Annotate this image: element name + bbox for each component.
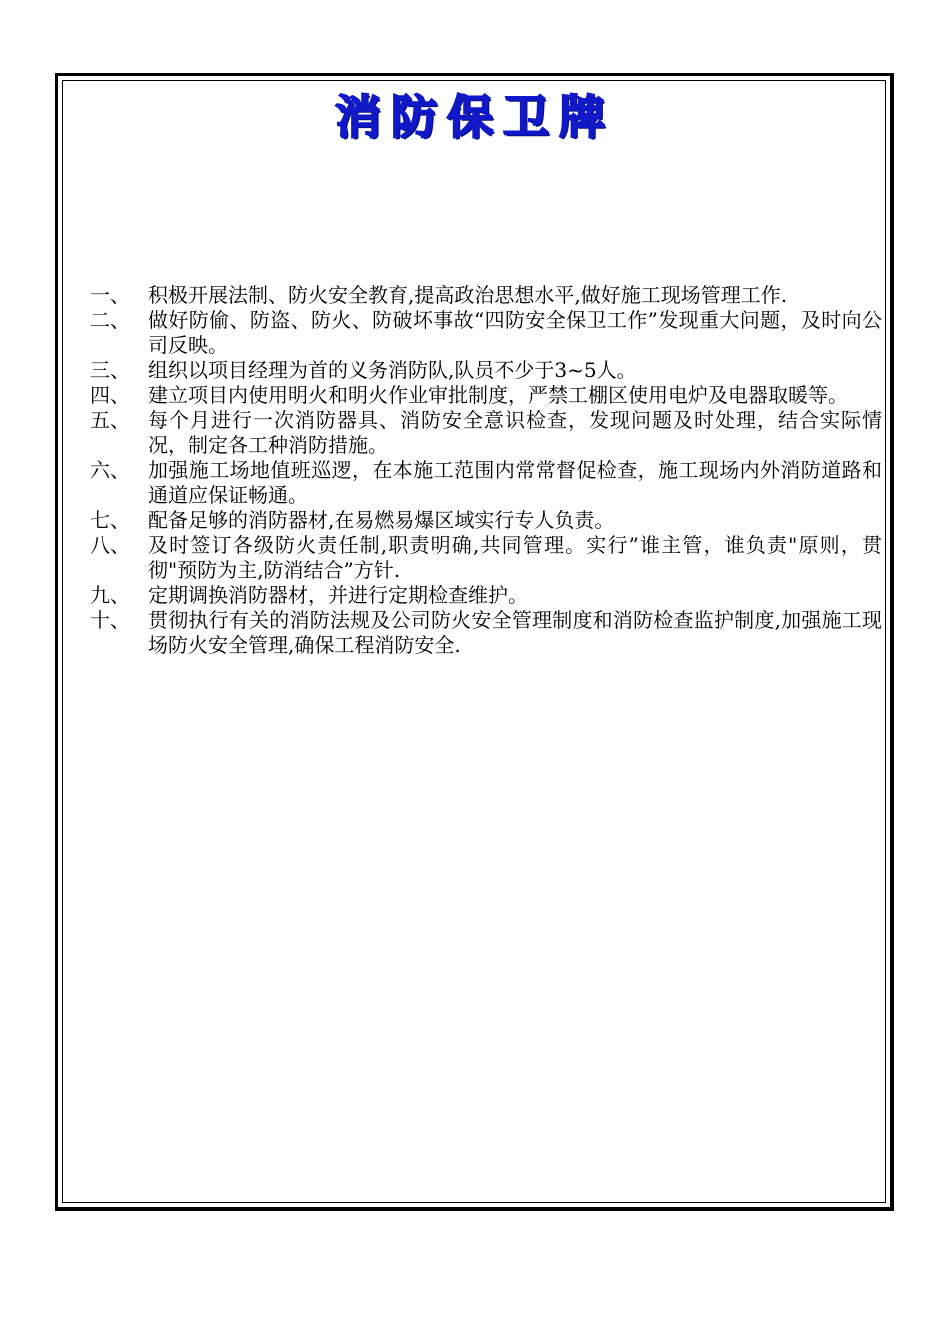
- rule-item: [90, 358, 882, 383]
- rule-item: [90, 308, 882, 358]
- rule-text: 及时签订各级防火责任制,职责明确,共同管理。实行”谁主管，谁负责"原则，贯彻"预防为主,防消结合”方针.: [148, 533, 882, 582]
- rule-text: 组织以项目经理为首的义务消防队,队员不少于3~5人。: [148, 358, 637, 382]
- rule-item: [90, 408, 882, 458]
- rule-number: 十、: [90, 608, 130, 632]
- rule-text: 贯彻执行有关的消防法规及公司防火安全管理制度和消防检查监护制度,加强施工现场防火安全管理,确保工程消防安全.: [148, 608, 882, 657]
- rule-number: 二、: [90, 308, 130, 332]
- rule-number: 三、: [90, 358, 130, 382]
- rule-text: 加强施工场地值班巡逻，在本施工范围内常常督促检查，施工现场内外消防道路和通道应保证畅通。: [148, 458, 882, 507]
- rule-number: 五、: [90, 408, 130, 432]
- rule-number: 七、: [90, 508, 130, 532]
- rule-text: 积极开展法制、防火安全教育,提高政治思想水平,做好施工现场管理工作.: [148, 283, 788, 307]
- rules-list: [90, 283, 882, 658]
- rule-item: [90, 508, 882, 533]
- rule-item: [90, 533, 882, 583]
- rule-item: [90, 583, 882, 608]
- rule-item: [90, 383, 882, 408]
- rule-item: [90, 283, 882, 308]
- rule-text: 定期调换消防器材，并进行定期检查维护。: [148, 583, 528, 607]
- rule-text: 建立项目内使用明火和明火作业审批制度，严禁工棚区使用电炉及电器取暖等。: [148, 383, 848, 407]
- rule-text: 每个月进行一次消防器具、消防安全意识检查，发现问题及时处理，结合实际情况，制定各工种消防措施。: [148, 408, 882, 457]
- sign-title: 消防保卫牌: [335, 90, 615, 144]
- rule-number: 九、: [90, 583, 130, 607]
- rule-number: 六、: [90, 458, 130, 482]
- rule-item: [90, 608, 882, 658]
- rule-text: 配备足够的消防器材,在易燃易爆区域实行专人负责。: [148, 508, 615, 532]
- rule-number: 一、: [90, 283, 130, 307]
- rule-number: 八、: [90, 533, 130, 557]
- rule-number: 四、: [90, 383, 130, 407]
- rule-item: [90, 458, 882, 508]
- rule-text: 做好防偷、防盗、防火、防破坏事故“四防安全保卫工作”发现重大问题，及时向公司反映。: [148, 308, 882, 357]
